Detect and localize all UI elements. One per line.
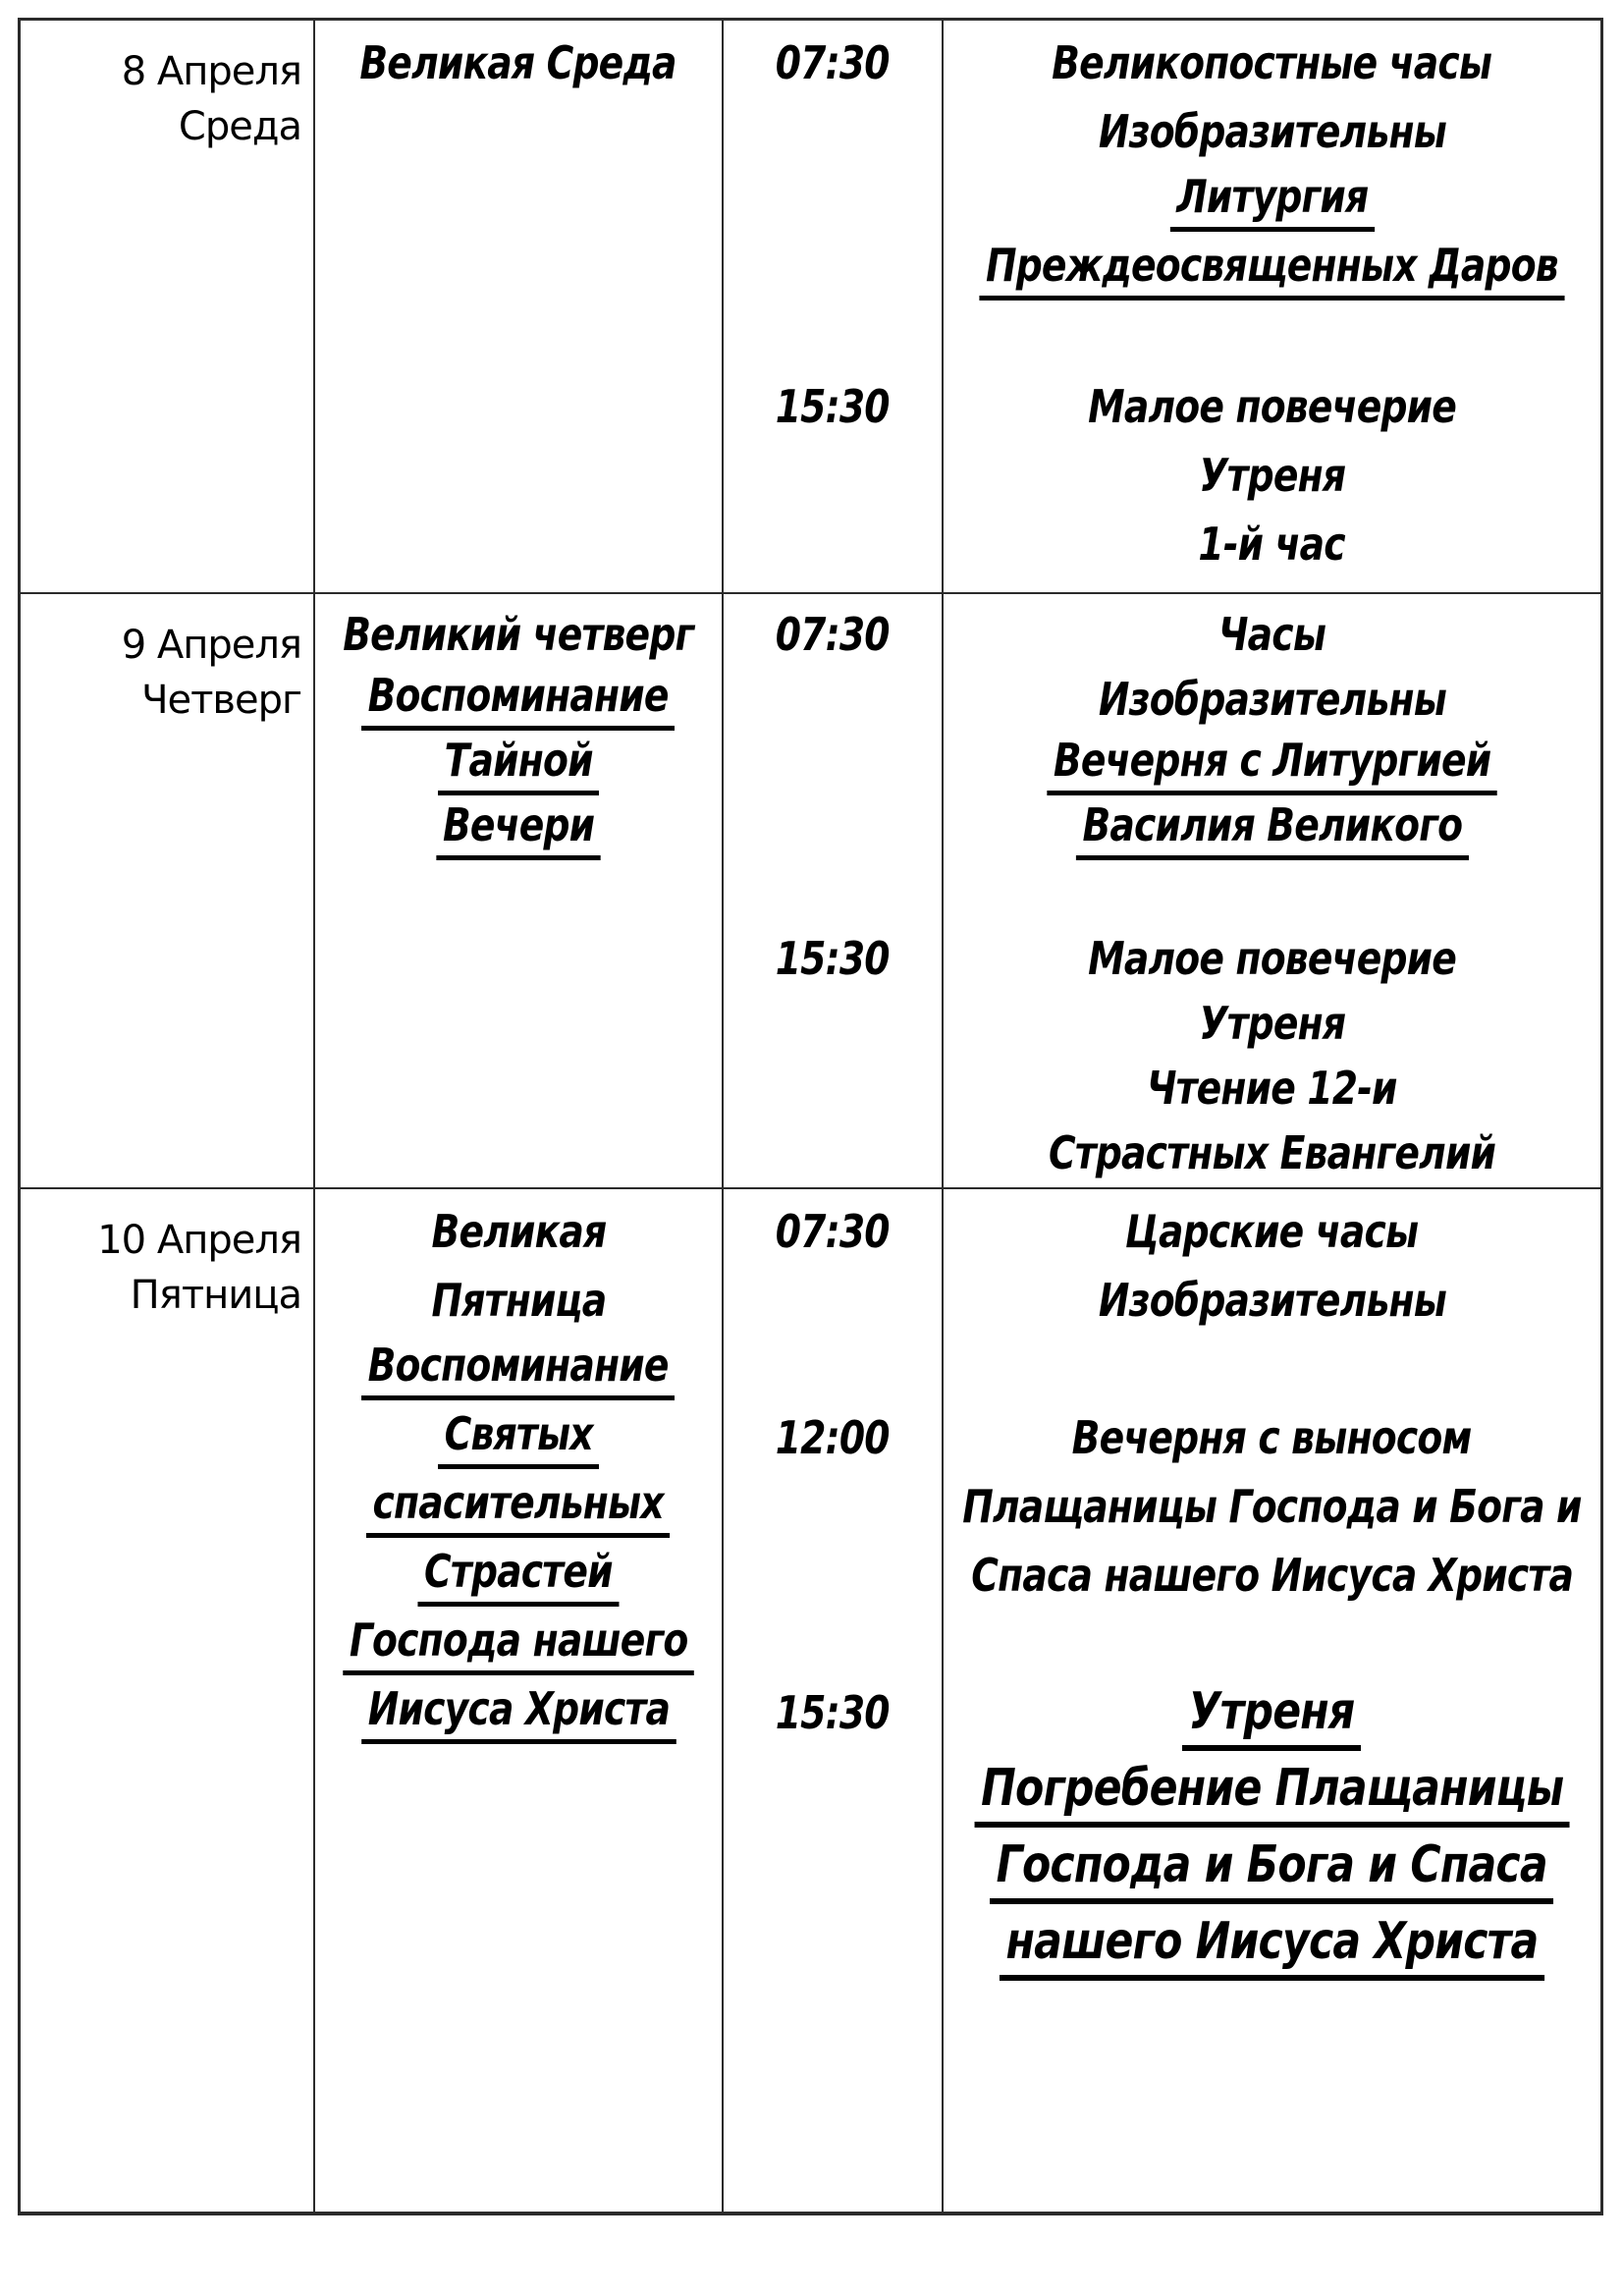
service-line xyxy=(944,1831,1600,1908)
date-cell xyxy=(21,1189,313,2212)
service-line xyxy=(944,732,1600,796)
service-line-text: Господа и Бога и Спаса xyxy=(990,1835,1553,1904)
service-spacer xyxy=(944,1610,1600,1678)
time-spacer xyxy=(724,861,942,926)
service-line-text: Страстных Евангелий xyxy=(1048,1126,1496,1179)
service-line-text: Вечерня с выносом xyxy=(1072,1411,1472,1464)
service-line-text: Малое повечерие xyxy=(1088,932,1456,985)
service-line xyxy=(944,1266,1600,1335)
feast-line-text: спасительных xyxy=(366,1476,670,1538)
service-spacer xyxy=(944,303,1600,372)
feast-line-text: Пятница xyxy=(431,1274,606,1327)
time-spacer xyxy=(724,303,942,372)
service-line xyxy=(944,1908,1600,1985)
service-line xyxy=(944,1403,1600,1472)
time-spacer xyxy=(724,991,942,1056)
feast-line-text: Тайной xyxy=(438,734,599,795)
service-line-text: Василия Великого xyxy=(1076,798,1469,860)
service-line xyxy=(944,372,1600,441)
feast-line xyxy=(315,1335,722,1403)
service-line xyxy=(944,441,1600,510)
time-line xyxy=(724,372,942,441)
date-text: 10 Апреля xyxy=(97,1218,301,1263)
service-line-text: Вечерня с Литургией xyxy=(1047,734,1497,795)
time-line xyxy=(724,1403,942,1472)
service-line xyxy=(944,926,1600,991)
feast-line xyxy=(315,1678,722,1747)
service-line-text: Утреня xyxy=(1182,1682,1361,1751)
service-cell xyxy=(942,594,1600,1187)
service-line-text: Плащаницы Господа и Бога и xyxy=(962,1480,1582,1533)
feast-cell xyxy=(313,21,722,592)
feast-line xyxy=(315,28,722,97)
time-line xyxy=(724,602,942,667)
time-spacer xyxy=(724,510,942,578)
time-line xyxy=(724,1678,942,1747)
time-spacer xyxy=(724,1335,942,1403)
service-line-text: Изобразительны xyxy=(1098,1274,1446,1327)
feast-line-text: Вечери xyxy=(436,798,600,860)
service-line xyxy=(944,235,1600,303)
feast-line xyxy=(315,796,722,861)
service-line xyxy=(944,1197,1600,1266)
service-cell xyxy=(942,1189,1600,2212)
time-spacer xyxy=(724,1121,942,1185)
date-cell xyxy=(21,594,313,1187)
service-line-text: Погребение Плащаницы xyxy=(974,1759,1569,1828)
table-row xyxy=(21,592,1600,1187)
time-label: 07:30 xyxy=(776,1205,890,1258)
weekday-text: Среда xyxy=(178,104,301,149)
time-label: 07:30 xyxy=(776,36,890,89)
time-spacer xyxy=(724,1541,942,1610)
time-label: 15:30 xyxy=(776,1686,890,1739)
service-spacer xyxy=(944,1335,1600,1403)
time-spacer xyxy=(724,732,942,796)
time-spacer xyxy=(724,441,942,510)
service-line-text: Спаса нашего Иисуса Христа xyxy=(971,1549,1573,1602)
feast-line-text: Страстей xyxy=(418,1545,620,1607)
time-cell xyxy=(722,21,942,592)
feast-line-text: Воспоминание xyxy=(361,669,675,731)
time-label: 15:30 xyxy=(776,380,890,433)
feast-cell xyxy=(313,594,722,1187)
time-spacer xyxy=(724,97,942,166)
time-spacer xyxy=(724,1610,942,1678)
time-spacer xyxy=(724,796,942,861)
weekday-text: Четверг xyxy=(141,678,301,723)
service-line xyxy=(944,97,1600,166)
service-cell xyxy=(942,21,1600,592)
feast-cell xyxy=(313,1189,722,2212)
service-spacer xyxy=(944,861,1600,926)
service-line-text: Утреня xyxy=(1199,997,1345,1050)
time-spacer xyxy=(724,1056,942,1121)
service-line-text: Царские часы xyxy=(1125,1205,1419,1258)
service-line xyxy=(944,1121,1600,1185)
time-spacer xyxy=(724,235,942,303)
feast-line xyxy=(315,1472,722,1541)
service-line xyxy=(944,1541,1600,1610)
service-line xyxy=(944,28,1600,97)
time-line xyxy=(724,926,942,991)
feast-line-text: Святых xyxy=(438,1407,599,1469)
feast-line xyxy=(315,602,722,667)
time-spacer xyxy=(724,166,942,235)
feast-line-text: Великая xyxy=(431,1205,606,1258)
service-line xyxy=(944,1755,1600,1831)
service-line xyxy=(944,667,1600,732)
service-line-text: Утреня xyxy=(1199,449,1345,502)
feast-line-text: Воспоминание xyxy=(361,1339,675,1400)
time-spacer xyxy=(724,1472,942,1541)
feast-line xyxy=(315,1541,722,1610)
service-line xyxy=(944,1472,1600,1541)
service-line-text: Литургия xyxy=(1169,170,1374,232)
service-line xyxy=(944,602,1600,667)
service-line-text: 1-й час xyxy=(1198,518,1346,571)
time-label: 07:30 xyxy=(776,608,890,661)
feast-line xyxy=(315,1403,722,1472)
service-line xyxy=(944,510,1600,578)
time-spacer xyxy=(724,667,942,732)
table-row xyxy=(21,1187,1600,2212)
table-row xyxy=(21,21,1600,592)
time-line xyxy=(724,28,942,97)
time-spacer xyxy=(724,1266,942,1335)
time-cell xyxy=(722,1189,942,2212)
service-line xyxy=(944,166,1600,235)
time-line xyxy=(724,1197,942,1266)
feast-line xyxy=(315,1197,722,1266)
service-line-text: Малое повечерие xyxy=(1088,380,1456,433)
feast-line xyxy=(315,1266,722,1335)
service-line-text: нашего Иисуса Христа xyxy=(1000,1912,1544,1981)
service-line xyxy=(944,1678,1600,1755)
service-line-text: Изобразительны xyxy=(1098,105,1446,158)
service-line-text: Великопостные часы xyxy=(1052,36,1492,89)
feast-line-text: Иисуса Христа xyxy=(361,1682,676,1744)
feast-line xyxy=(315,1610,722,1678)
schedule-table xyxy=(18,18,1603,2215)
service-line-text: Изобразительны xyxy=(1098,673,1446,726)
feast-line xyxy=(315,732,722,796)
date-text: 8 Апреля xyxy=(121,49,301,94)
weekday-text: Пятница xyxy=(130,1273,301,1318)
service-line xyxy=(944,991,1600,1056)
feast-line-text: Господа нашего xyxy=(343,1613,694,1675)
service-line xyxy=(944,1056,1600,1121)
service-line xyxy=(944,796,1600,861)
date-text: 9 Апреля xyxy=(121,623,301,668)
feast-line-text: Великая Среда xyxy=(359,36,677,89)
service-line-text: Часы xyxy=(1217,608,1326,661)
time-label: 15:30 xyxy=(776,932,890,985)
service-line-text: Преждеосвященных Даров xyxy=(980,239,1565,301)
time-cell xyxy=(722,594,942,1187)
time-label: 12:00 xyxy=(776,1411,890,1464)
feast-line-text: Великий четверг xyxy=(343,608,694,661)
service-line-text: Чтение 12-и xyxy=(1147,1062,1397,1115)
date-cell xyxy=(21,21,313,592)
feast-line xyxy=(315,667,722,732)
